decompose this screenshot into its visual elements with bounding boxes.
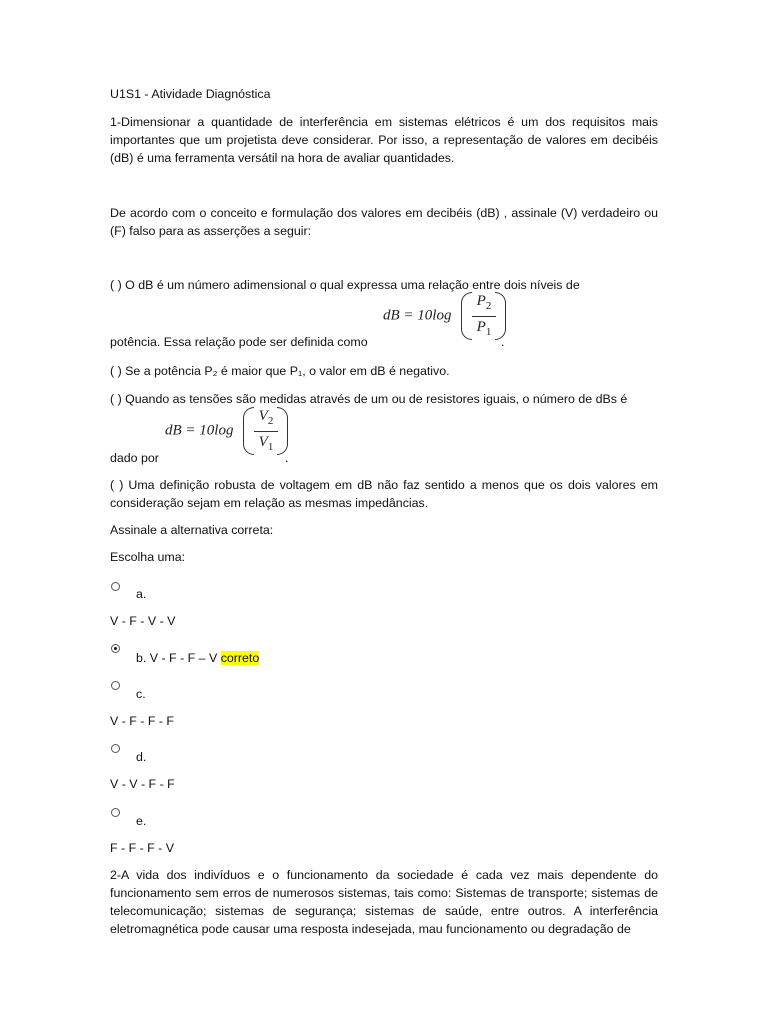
option-a-radio[interactable] [111, 582, 120, 591]
option-d-text: V - V - F - F [110, 777, 175, 791]
question-2-text: 2-A vida dos indivíduos e o funcionamento da sociedade é cada vez mais dependente do funcionamento sem erros de numerosos sistemas, tais como: Sistemas de transporte; sistemas de telecomunicação; sistemas de segurança; sistemas de saúde, entre outros. A interferência eletromagnética pode causar uma resposta indesejada, mau funcionamento ou degradação de [110, 868, 658, 936]
formula-right-paren [277, 407, 288, 455]
formula-lhs: dB = 10log [165, 422, 234, 439]
option-e-letter: e. [136, 814, 147, 828]
question-1-intro: 1-Dimensionar a quantidade de interferência em sistemas elétricos é um dos requisitos mais importantes que um projetista deve considerar. Por isso, a representação de valores em decibéis (dB) é uma ferramenta versátil na hora de avaliar quantidades. [110, 115, 658, 165]
option-d-letter: d. [136, 750, 147, 764]
choose-one-label: Escolha uma: [110, 550, 186, 564]
question-1-instruction: De acordo com o conceito e formulação dos valores em decibéis (dB) , assinale (V) verdadeiro ou (F) falso para as asserções a seguir: [110, 206, 658, 238]
assertion-3-line2: dado por [110, 451, 159, 465]
option-c-letter: c. [136, 687, 146, 701]
voltage-ratio-formula [165, 407, 287, 455]
document-title: U1S1 - Atividade Diagnóstica [110, 87, 271, 101]
option-c-radio[interactable] [111, 681, 120, 690]
option-c-text: V - F - F - F [110, 714, 175, 728]
formula-denominator: $V_1$ [258, 433, 274, 453]
assertion-3-line1: ( ) Quando as tensões são medidas através de um ou de resistores iguais, o número de dBs é [110, 392, 628, 406]
question-prompt: Assinale a alternativa correta: [110, 523, 274, 537]
formula-numerator: $V_2$ [258, 407, 274, 427]
power-ratio-formula [383, 292, 503, 340]
option-d-radio[interactable] [111, 744, 120, 753]
option-e-text: F - F - F - V [110, 841, 175, 855]
assertion-3-end: . [285, 451, 289, 465]
option-b-radio[interactable] [111, 644, 120, 653]
fraction-bar [254, 431, 278, 432]
option-e-radio[interactable] [111, 808, 120, 817]
assertion-1-end: . [501, 335, 505, 349]
option-a-text: V - F - V - V [110, 614, 176, 628]
assertion-1-line2: potência. Essa relação pode ser definida como [110, 335, 368, 349]
formula-denominator: $P_1$ [476, 318, 492, 338]
fraction-bar [472, 316, 496, 317]
option-b-label [136, 649, 259, 667]
formula-numerator: $P_2$ [476, 292, 492, 312]
assertion-4: ( ) Uma definição robusta de voltagem em dB não faz sentido a menos que os dois valores em consideração sejam em relação as mesmas impedâncias. [110, 478, 658, 510]
option-a-letter: a. [136, 587, 147, 601]
assertion-1-line1: ( ) O dB é um número adimensional o qual expressa uma relação entre dois níveis de [110, 278, 580, 292]
assertion-2: ( ) Se a potência P₂ é maior que P₁, o valor em dB é negativo. [110, 364, 450, 378]
option-b-letter: b. V - F - F – V [136, 651, 218, 665]
formula-lhs: dB = 10log [383, 307, 452, 324]
correct-highlight: correto [220, 651, 260, 665]
